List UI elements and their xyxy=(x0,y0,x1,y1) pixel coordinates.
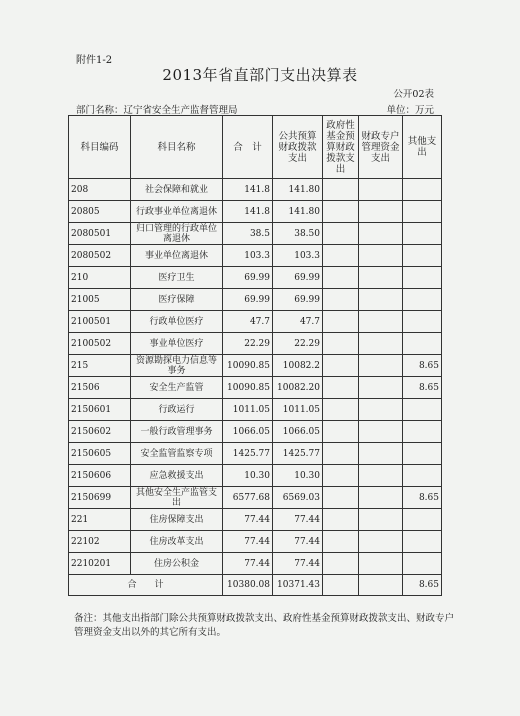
cell-special-account xyxy=(359,333,403,355)
cell-special-account xyxy=(359,289,403,311)
cell-code: 2150606 xyxy=(69,465,131,487)
cell-gov-fund xyxy=(323,333,359,355)
cell-code: 21506 xyxy=(69,377,131,399)
cell-code: 2100501 xyxy=(69,311,131,333)
cell-gov-fund xyxy=(323,465,359,487)
cell-code: 210 xyxy=(69,267,131,289)
cell-total: 141.8 xyxy=(223,179,273,201)
cell-other xyxy=(403,443,442,465)
cell-name: 住房保障支出 xyxy=(131,509,223,531)
cell-public-budget: 141.80 xyxy=(273,179,323,201)
cell-public-budget: 1011.05 xyxy=(273,399,323,421)
cell-other xyxy=(403,311,442,333)
cell-name: 资源勘探电力信息等事务 xyxy=(131,355,223,377)
cell-special-account xyxy=(359,531,403,553)
cell-name: 医疗保障 xyxy=(131,289,223,311)
cell-name: 行政运行 xyxy=(131,399,223,421)
cell-special-account xyxy=(359,399,403,421)
total-cell-public: 10371.43 xyxy=(273,575,323,596)
cell-other xyxy=(403,289,442,311)
table-row xyxy=(69,355,442,377)
cell-special-account xyxy=(359,179,403,201)
cell-name: 社会保障和就业 xyxy=(131,179,223,201)
header-code: 科目编码 xyxy=(69,116,131,179)
cell-name: 安全监管监察专项 xyxy=(131,443,223,465)
cell-public-budget: 1066.05 xyxy=(273,421,323,443)
expenditure-table xyxy=(68,115,442,596)
footnote: 备注：其他支出指部门除公共预算财政拨款支出、政府性基金预算财政拨款支出、财政专户管理资金支出以外的其它所有支出。 xyxy=(74,613,455,638)
cell-other xyxy=(403,553,442,575)
cell-gov-fund xyxy=(323,553,359,575)
table-row xyxy=(69,487,442,509)
cell-total: 10090.85 xyxy=(223,377,273,399)
cell-name: 一般行政管理事务 xyxy=(131,421,223,443)
cell-special-account xyxy=(359,509,403,531)
table-row xyxy=(69,531,442,553)
cell-public-budget: 38.50 xyxy=(273,223,323,245)
cell-public-budget: 77.44 xyxy=(273,531,323,553)
header-public-budget: 公共预算财政拨款支出 xyxy=(273,116,323,179)
total-row xyxy=(69,575,442,596)
cell-other xyxy=(403,267,442,289)
cell-other xyxy=(403,509,442,531)
table-row xyxy=(69,179,442,201)
cell-other: 8.65 xyxy=(403,487,442,509)
table-row xyxy=(69,553,442,575)
cell-public-budget: 10082.2 xyxy=(273,355,323,377)
cell-code: 2150699 xyxy=(69,487,131,509)
cell-other xyxy=(403,201,442,223)
total-cell-fund xyxy=(323,575,359,596)
cell-special-account xyxy=(359,311,403,333)
cell-public-budget: 69.99 xyxy=(273,289,323,311)
table-body xyxy=(69,179,442,596)
cell-other xyxy=(403,421,442,443)
cell-other xyxy=(403,223,442,245)
cell-gov-fund xyxy=(323,487,359,509)
cell-public-budget: 1425.77 xyxy=(273,443,323,465)
attachment-label: 附件1-2 xyxy=(76,55,113,66)
cell-code: 2210201 xyxy=(69,553,131,575)
cell-total: 77.44 xyxy=(223,509,273,531)
table-row xyxy=(69,421,442,443)
header-other: 其他支出 xyxy=(403,116,442,179)
cell-other xyxy=(403,245,442,267)
cell-gov-fund xyxy=(323,179,359,201)
cell-other xyxy=(403,465,442,487)
total-label: 合 计 xyxy=(69,575,223,596)
cell-name: 住房改革支出 xyxy=(131,531,223,553)
cell-total: 103.3 xyxy=(223,245,273,267)
form-number: 公开02表 xyxy=(393,89,434,100)
cell-name: 应急救援支出 xyxy=(131,465,223,487)
header-gov-fund: 政府性基金预算财政拨款支出 xyxy=(323,116,359,179)
cell-gov-fund xyxy=(323,245,359,267)
cell-public-budget: 22.29 xyxy=(273,333,323,355)
cell-gov-fund xyxy=(323,355,359,377)
total-cell-other: 8.65 xyxy=(403,575,442,596)
cell-total: 77.44 xyxy=(223,553,273,575)
table-row xyxy=(69,267,442,289)
cell-gov-fund xyxy=(323,421,359,443)
cell-special-account xyxy=(359,223,403,245)
cell-total: 141.8 xyxy=(223,201,273,223)
cell-code: 2100502 xyxy=(69,333,131,355)
cell-code: 2080502 xyxy=(69,245,131,267)
cell-public-budget: 77.44 xyxy=(273,509,323,531)
cell-gov-fund xyxy=(323,443,359,465)
cell-name: 安全生产监管 xyxy=(131,377,223,399)
cell-special-account xyxy=(359,355,403,377)
header-total: 合 计 xyxy=(223,116,273,179)
cell-total: 10.30 xyxy=(223,465,273,487)
cell-public-budget: 141.80 xyxy=(273,201,323,223)
cell-total: 77.44 xyxy=(223,531,273,553)
cell-special-account xyxy=(359,443,403,465)
cell-name: 行政单位医疗 xyxy=(131,311,223,333)
table-row xyxy=(69,201,442,223)
cell-gov-fund xyxy=(323,289,359,311)
cell-name: 医疗卫生 xyxy=(131,267,223,289)
table-row xyxy=(69,245,442,267)
cell-special-account xyxy=(359,487,403,509)
cell-code: 2150602 xyxy=(69,421,131,443)
cell-total: 1066.05 xyxy=(223,421,273,443)
cell-total: 1011.05 xyxy=(223,399,273,421)
table-row xyxy=(69,443,442,465)
cell-total: 22.29 xyxy=(223,333,273,355)
unit-label: 单位：万元 xyxy=(386,105,434,116)
cell-other: 8.65 xyxy=(403,355,442,377)
cell-public-budget: 69.99 xyxy=(273,267,323,289)
cell-other xyxy=(403,333,442,355)
cell-total: 69.99 xyxy=(223,289,273,311)
cell-code: 2150605 xyxy=(69,443,131,465)
cell-gov-fund xyxy=(323,377,359,399)
cell-name: 其他安全生产监管支出 xyxy=(131,487,223,509)
cell-code: 21005 xyxy=(69,289,131,311)
cell-other xyxy=(403,531,442,553)
cell-other xyxy=(403,179,442,201)
total-cell-total: 10380.08 xyxy=(223,575,273,596)
header-special-account: 财政专户管理资金支出 xyxy=(359,116,403,179)
cell-gov-fund xyxy=(323,267,359,289)
cell-name: 事业单位离退休 xyxy=(131,245,223,267)
cell-name: 住房公积金 xyxy=(131,553,223,575)
table-row xyxy=(69,399,442,421)
cell-gov-fund xyxy=(323,531,359,553)
cell-special-account xyxy=(359,421,403,443)
cell-gov-fund xyxy=(323,311,359,333)
cell-special-account xyxy=(359,201,403,223)
cell-code: 221 xyxy=(69,509,131,531)
table-row xyxy=(69,333,442,355)
cell-special-account xyxy=(359,465,403,487)
cell-other: 8.65 xyxy=(403,377,442,399)
table-row xyxy=(69,509,442,531)
cell-code: 22102 xyxy=(69,531,131,553)
cell-public-budget: 6569.03 xyxy=(273,487,323,509)
table-row xyxy=(69,223,442,245)
cell-total: 47.7 xyxy=(223,311,273,333)
cell-public-budget: 10082.20 xyxy=(273,377,323,399)
cell-total: 10090.85 xyxy=(223,355,273,377)
department-name: 部门名称：辽宁省安全生产监督管理局 xyxy=(76,105,238,116)
cell-name: 事业单位医疗 xyxy=(131,333,223,355)
cell-code: 2080501 xyxy=(69,223,131,245)
cell-gov-fund xyxy=(323,509,359,531)
cell-gov-fund xyxy=(323,201,359,223)
cell-code: 20805 xyxy=(69,201,131,223)
cell-special-account xyxy=(359,267,403,289)
cell-code: 2150601 xyxy=(69,399,131,421)
table-row xyxy=(69,289,442,311)
cell-code: 215 xyxy=(69,355,131,377)
table-header-row xyxy=(69,116,442,179)
cell-special-account xyxy=(359,377,403,399)
cell-gov-fund xyxy=(323,399,359,421)
cell-name: 归口管理的行政单位离退休 xyxy=(131,223,223,245)
cell-total: 38.5 xyxy=(223,223,273,245)
cell-public-budget: 47.7 xyxy=(273,311,323,333)
cell-other xyxy=(403,399,442,421)
cell-special-account xyxy=(359,245,403,267)
cell-total: 1425.77 xyxy=(223,443,273,465)
cell-public-budget: 10.30 xyxy=(273,465,323,487)
total-cell-special xyxy=(359,575,403,596)
table-row xyxy=(69,311,442,333)
cell-public-budget: 103.3 xyxy=(273,245,323,267)
table-row xyxy=(69,377,442,399)
cell-total: 69.99 xyxy=(223,267,273,289)
table-row xyxy=(69,465,442,487)
cell-special-account xyxy=(359,553,403,575)
cell-code: 208 xyxy=(69,179,131,201)
page-title: 2013年省直部门支出决算表 xyxy=(162,66,358,84)
cell-gov-fund xyxy=(323,223,359,245)
cell-total: 6577.68 xyxy=(223,487,273,509)
header-name: 科目名称 xyxy=(131,116,223,179)
cell-public-budget: 77.44 xyxy=(273,553,323,575)
cell-name: 行政事业单位离退休 xyxy=(131,201,223,223)
